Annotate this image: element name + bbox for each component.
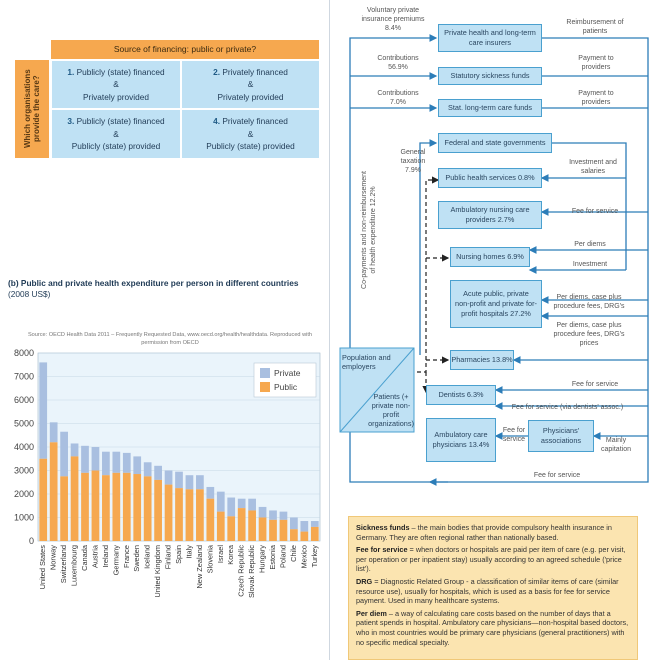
glossary-term: Fee for service [356, 545, 408, 555]
y-tick-label: 3000 [13, 465, 34, 476]
glossary-item [356, 545, 630, 574]
x-tick-label: Italy [184, 545, 194, 559]
bar-private [300, 521, 308, 532]
glossary-term: Sickness funds [356, 523, 410, 532]
label-fee4: Fee for service [502, 427, 526, 443]
bar-public [50, 442, 58, 541]
bar-private [196, 475, 204, 489]
chart-heading [8, 278, 308, 300]
bar-public [217, 512, 225, 541]
box-nursing-homes: Nursing homes 6.9% [450, 247, 530, 267]
bar-public [280, 520, 288, 541]
label-voluntary: Voluntary private insurance premiums 8.4% [361, 7, 425, 32]
chart-title: Public and private health expenditure per person in different countries [20, 278, 299, 288]
cell-provision: Privately provided [83, 91, 149, 102]
x-tick-label: Ireland [100, 545, 110, 568]
x-tick-label: Luxembourg [69, 545, 79, 587]
box-ltc-funds: Stat. long-term care funds [438, 99, 542, 117]
x-tick-label: New Zealand [194, 545, 204, 589]
bar-public [175, 488, 183, 541]
bar-private [39, 362, 47, 458]
bar-public [39, 459, 47, 541]
glossary-item [356, 577, 630, 606]
x-tick-label: Slovenia [205, 545, 215, 574]
chart-label: (b) [8, 278, 19, 288]
label-reimbursement: Reimbursement of patients [566, 19, 624, 35]
matrix-cell-4 [182, 110, 319, 158]
cell-number: 2. [213, 66, 221, 77]
bar-private [165, 471, 173, 485]
bar-private [290, 518, 298, 530]
matrix-cell-1 [52, 61, 180, 108]
population-label: Population and employers [342, 353, 391, 371]
x-tick-label: Iceland [142, 545, 152, 569]
bar-public [165, 485, 173, 541]
legend-swatch-private [260, 368, 270, 378]
bar-private [154, 466, 162, 480]
matrix-header: Source of financing: public or private? [51, 40, 319, 59]
label-drg2: Per diems, case plus procedure fees, DRG's prices [553, 322, 625, 347]
label-fee5: Fee for service [533, 472, 581, 479]
bar-private [186, 475, 194, 489]
matrix-side-label: Which organisations provide the care? [15, 60, 49, 158]
label-per-diems: Per diems [574, 241, 606, 248]
cell-amp: & [247, 79, 254, 90]
bar-private [311, 521, 319, 527]
y-tick-label: 7000 [13, 371, 34, 382]
cell-amp: & [113, 79, 119, 90]
cell-amp: & [113, 128, 119, 139]
cell-number: 1. [67, 66, 75, 77]
cell-number: 4. [213, 116, 221, 127]
bar-private [238, 499, 246, 508]
bar-private [123, 453, 131, 473]
bar-public [290, 529, 298, 541]
cell-financing: Privately financed [222, 116, 288, 127]
expenditure-chart [0, 345, 325, 660]
bar-public [60, 476, 68, 541]
bar-private [92, 447, 100, 471]
x-tick-label: Spain [174, 545, 183, 564]
patients-label: Patients (+ private non-profit organizations) [368, 392, 414, 428]
box-private-insurers: Private health and long-term care insurers [438, 24, 542, 52]
glossary-text: = when doctors or hospitals are paid per item of care (e.g. per visit, per operation or per inpatient stay) usually according to an agreed schedule ('price list'). [356, 545, 626, 574]
bar-private [206, 487, 214, 499]
bar-public [311, 527, 319, 541]
bar-public [248, 510, 256, 541]
box-dentists: Dentists 6.3% [426, 385, 496, 405]
x-tick-label: Germany [111, 545, 121, 576]
glossary-item [356, 609, 630, 647]
chart-unit: (2008 US$) [8, 289, 51, 299]
box-governments: Federal and state governments [438, 133, 552, 153]
bar-public [102, 475, 110, 541]
bar-public [71, 456, 79, 541]
cell-financing: Publicly (state) financed [76, 66, 165, 77]
bar-public [81, 473, 89, 541]
x-tick-label: Poland [278, 545, 288, 569]
bar-private [248, 499, 256, 511]
bar-public [269, 520, 277, 541]
chart-source: Source: OECD Health Data 2011 – Frequently Requested Data, www.oecd.org/health/healthdata. Reproduced with permission from OECD [27, 332, 313, 346]
box-acute-hospitals: Acute public, private non-profit and private for-profit hospitals 27.2% [450, 280, 542, 328]
bar-public [92, 471, 100, 542]
y-tick-label: 8000 [13, 348, 34, 358]
cell-number: 3. [67, 116, 75, 127]
label-copay: Co-payments and non-reimbursement of health expenditure 12.2% [361, 171, 377, 289]
x-tick-label: Austria [90, 545, 100, 569]
bar-private [259, 507, 267, 518]
label-contrib1: Contributions 56.9% [377, 55, 419, 71]
label-taxation: General taxation 7.9% [400, 149, 426, 174]
glossary-box [348, 516, 638, 660]
bar-private [144, 462, 152, 476]
box-sickness-funds: Statutory sickness funds [438, 67, 542, 85]
cell-provision: Publicly (state) provided [206, 141, 295, 152]
x-tick-label: Czech Republic [236, 545, 246, 597]
bar-private [60, 432, 68, 477]
bar-public [133, 474, 141, 541]
x-tick-label: Korea [226, 545, 236, 565]
x-tick-label: United Kingdom [153, 545, 163, 598]
box-pharmacies: Pharmacies 13.8% [450, 350, 514, 370]
x-tick-label: Israel [215, 545, 225, 564]
x-tick-label: United States [38, 545, 48, 590]
label-pay2: Payment to providers [578, 90, 614, 106]
bar-public [186, 489, 194, 541]
bar-public [300, 532, 308, 541]
bar-private [269, 510, 277, 519]
bar-public [112, 473, 120, 541]
matrix-cell-3 [52, 110, 180, 158]
x-tick-label: Hungary [257, 545, 267, 573]
x-tick-label: Estonia [268, 545, 277, 570]
bar-private [71, 443, 79, 456]
glossary-item [356, 523, 630, 542]
box-ambulatory-physicians: Ambulatory care physicians 13.4% [426, 418, 496, 462]
bar-public [238, 508, 246, 541]
glossary-text: – the main bodies that provide compulsory health insurance in Germany. They are often regional rather than nationally based. [356, 523, 612, 542]
cell-financing: Publicly (state) financed [76, 116, 165, 127]
glossary-text: = Diagnostic Related Group - a classification of similar items of care (similar resource use), usually for hospitals, which is used as a basis for fee for service payment. Used in many healthcare systems. [356, 576, 619, 606]
legend-swatch-public [260, 382, 270, 392]
cell-amp: & [247, 128, 254, 139]
x-tick-label: France [121, 545, 131, 569]
bar-private [175, 472, 183, 488]
y-tick-label: 4000 [13, 442, 34, 452]
x-tick-label: Mexico [299, 545, 309, 569]
cell-financing: Privately financed [222, 66, 288, 77]
financing-matrix [15, 40, 319, 158]
x-tick-label: Sweden [132, 545, 142, 572]
bar-public [259, 518, 267, 542]
bar-public [196, 489, 204, 541]
x-tick-label: Turkey [309, 545, 319, 568]
label-fee2: Fee for service [571, 381, 619, 388]
label-investment: Investment [572, 261, 608, 268]
glossary-term: Per diem [356, 608, 387, 618]
bar-private [280, 512, 288, 520]
label-fee1: Fee for service [571, 208, 619, 215]
y-tick-label: 0 [28, 536, 34, 546]
arrow-copay-dashed [410, 180, 438, 372]
label-drg1: Per diems, case plus procedure fees, DRG's [553, 294, 625, 310]
glossary-text: – a way of calculating care costs based on the number of days that a patient spends in hospital. Ambulatory care physicians—non-hospital based doctors, who in most countries would be primary care physicians (general practitioners) with no specific medical specialty. [356, 608, 629, 647]
x-tick-label: Finland [163, 545, 173, 570]
cell-provision: Publicly (state) provided [71, 141, 161, 152]
label-contrib2: Contributions 7.0% [377, 90, 419, 106]
cell-provision: Privately provided [217, 91, 284, 102]
y-tick-label: 2000 [13, 489, 34, 499]
bar-public [123, 473, 131, 541]
box-ambulatory-nursing: Ambulatory nursing care providers 2.7% [438, 201, 542, 229]
bar-public [206, 499, 214, 541]
bar-private [227, 498, 235, 517]
legend-label-public: Public [274, 382, 298, 392]
x-tick-label: Norway [48, 545, 58, 571]
bar-private [102, 452, 110, 476]
x-tick-label: Chile [288, 545, 298, 562]
label-investment-salaries: Investment and salaries [569, 159, 617, 175]
y-tick-label: 1000 [13, 512, 34, 523]
bar-private [81, 446, 89, 473]
bar-public [154, 480, 162, 541]
bar-private [133, 456, 141, 474]
x-tick-label: Switzerland [59, 545, 69, 584]
y-tick-label: 5000 [13, 418, 34, 429]
bar-public [144, 476, 152, 541]
bar-public [227, 516, 235, 541]
label-pay1: Payment to providers [578, 55, 614, 71]
x-tick-label: Slovak Republic [247, 545, 257, 598]
bar-private [112, 452, 120, 473]
glossary-term: DRG [356, 576, 373, 586]
label-capitation: Mainly capitation [601, 437, 631, 453]
matrix-cell-2 [182, 61, 319, 108]
label-fee3: Fee for service (via dentists' assoc.) [511, 404, 624, 411]
y-tick-label: 6000 [13, 395, 34, 405]
box-public-health: Public health services 0.8% [438, 168, 542, 188]
x-tick-label: Canada [80, 545, 89, 571]
bar-private [50, 422, 58, 442]
bar-private [217, 492, 225, 512]
box-physicians-associations: Physicians' associations [528, 420, 594, 452]
legend-label-private: Private [274, 368, 301, 378]
